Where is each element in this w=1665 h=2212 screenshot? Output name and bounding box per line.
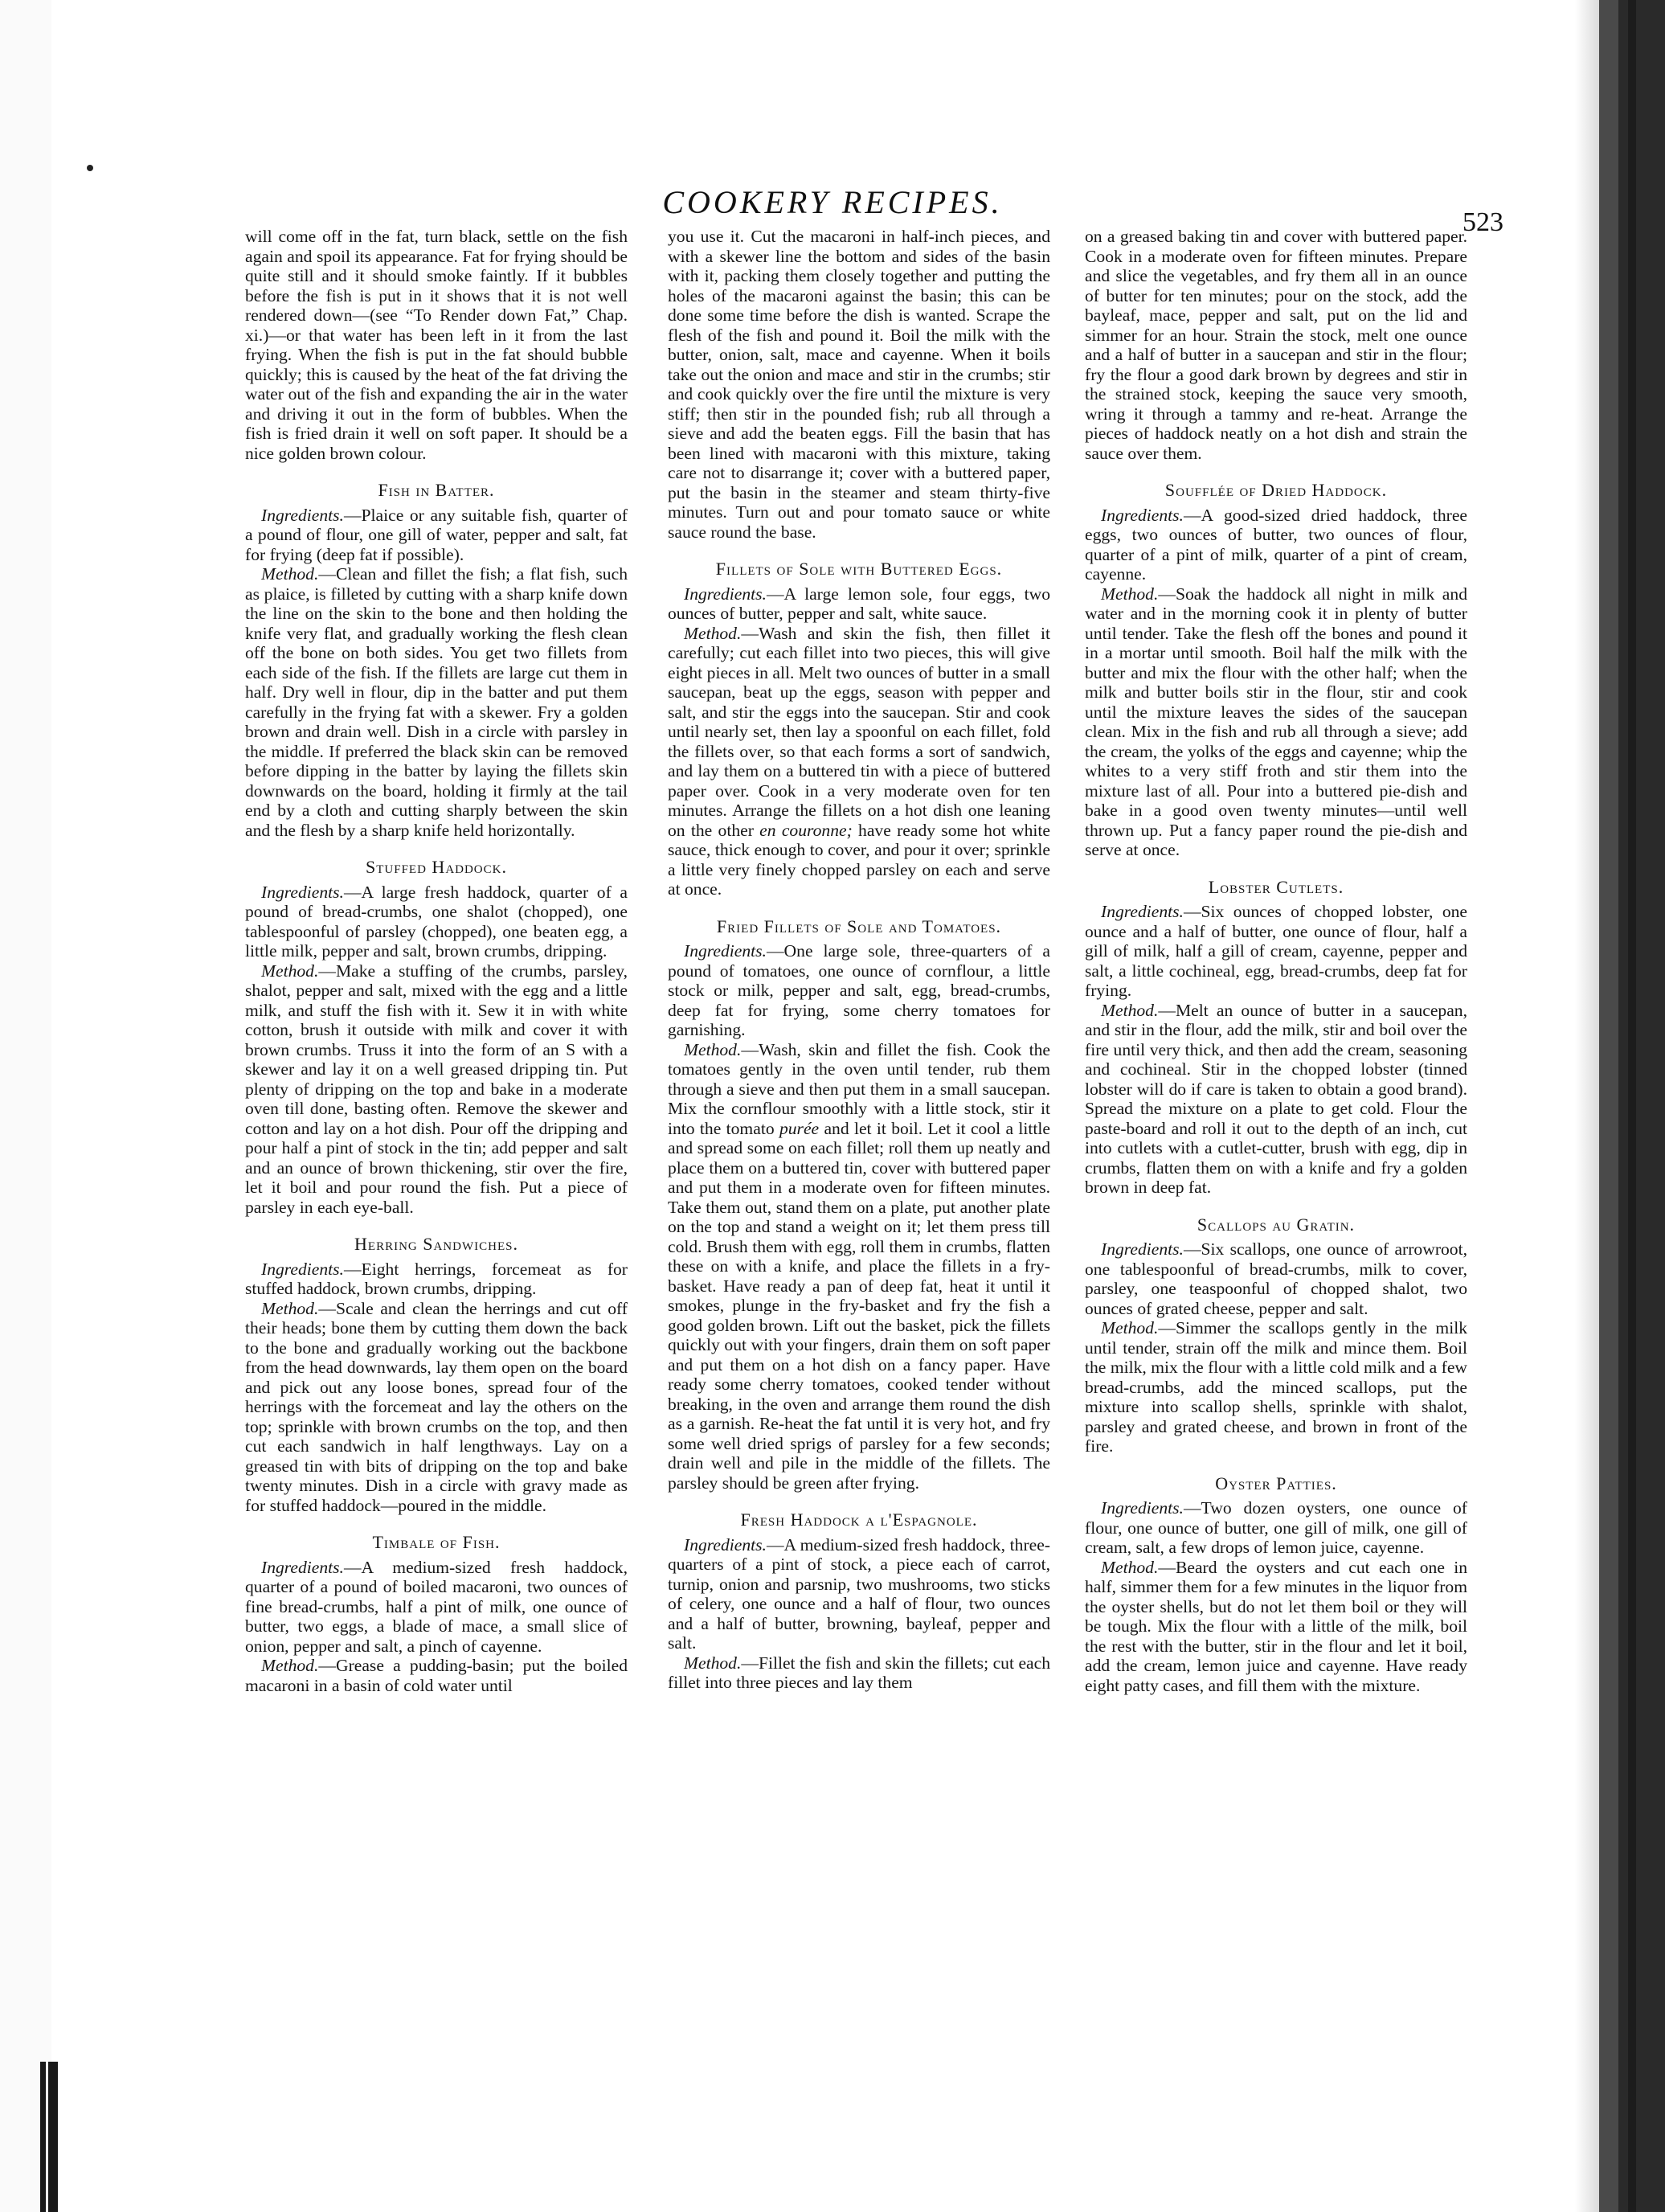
paragraph (1085, 584, 1467, 860)
paragraph (1085, 227, 1467, 463)
section-label: Ingredients. (684, 941, 767, 961)
section-label: Method. (261, 961, 319, 981)
recipe-heading: Stuffed Haddock. (366, 857, 507, 877)
italic-phrase: en couronne; (759, 820, 853, 840)
section-label: Method. (1101, 1557, 1159, 1577)
section-label: Method. (1101, 584, 1159, 604)
section-label: Method. (1101, 1000, 1159, 1020)
paragraph-text: will come off in the fat, turn black, settle on the fish again and spoil its appearance. Fat for frying should be quite still and it should smoke faintly. If it bubbles before the fish is put in it shows that it is not well rendered down—(see “To Render down Fat,” Chap. xi.)—or that water has been left in it from the last frying. When the fish is put in the fat should bubble quickly; this is caused by the heat of the fat driving the water out of the fish and expanding the air in the water and driving it out in the form of bubbles. When the fish is fried drain it well on soft paper. It should be a nice golden brown colour. (245, 227, 628, 463)
section-label: Method. (261, 564, 319, 584)
section-label: Ingredients. (261, 1259, 344, 1279)
recipe-heading: Timbale of Fish. (372, 1532, 501, 1552)
paragraph-text: —Six ounces of chopped lobster, one ounce and a half of butter, one ounce of flour, half a gill of milk, half a gill of cream, cayenne, pepper and salt, a little cochineal, egg, bread-crumbs, deep fat for frying. (1085, 902, 1467, 1000)
paragraph-text: —Wash, skin and fillet the fish. Cook the tomatoes gently in the oven until tender, rub them through a sieve and then put them in a small saucepan. Mix the cornflour smoothly with a little stock, stir it into the tomato (668, 1039, 1050, 1138)
page-fold-shadow (1575, 0, 1601, 2212)
paragraph (245, 1656, 628, 1695)
paragraph (1085, 902, 1467, 1001)
section-label: Ingredients. (1101, 505, 1184, 525)
running-head: COOKERY RECIPES. (662, 184, 1003, 220)
paragraph (668, 941, 1050, 1040)
paragraph-text: —Make a stuffing of the crumbs, parsley, shalot, pepper and salt, mixed with the egg and a little milk, and stuff the fish with it. Sew it in with white cotton, brush it outside with milk and cover it with brown crumbs. Truss it into the form of an S with a skewer and lay it on a well greased dripping tin. Put plenty of dripping on the top and bake in a moderate oven till done, basting often. Remove the skewer and cotton and lay on a hot dish. Pour off the dripping and pour half a pint of stock in the tin; add pepper and salt and an ounce of brown thickening, stir over the fire, let it boil and pour round the fish. Put a piece of parsley in each eye-ball. (245, 961, 628, 1217)
paragraph (245, 1299, 628, 1516)
section-label: Method. (684, 1653, 742, 1673)
book-edge (1599, 0, 1665, 2212)
paragraph (668, 1535, 1050, 1653)
paragraph-text: —A large fresh haddock, quarter of a pound of bread-crumbs, one shalot (chopped), one tablespoonful of parsley (chopped), one beaten egg, a little milk, pepper and salt, brown crumbs, dripping. (245, 882, 628, 961)
paragraph-text: —A good-sized dried haddock, three eggs, two ounces of butter, two ounces of flour, quarter of a pint of milk, quarter of a pint of cream, cayenne. (1085, 505, 1467, 584)
recipe-heading: Lobster Cutlets. (1208, 876, 1344, 897)
section-label: Ingredients. (261, 1557, 344, 1577)
section-label: Ingredients. (684, 1534, 767, 1555)
paragraph (245, 564, 628, 840)
paragraph (245, 506, 628, 565)
paragraph (668, 1653, 1050, 1693)
paragraph (245, 1558, 628, 1657)
paragraph-text: —Beard the oysters and cut each one in half, simmer them for a few minutes in the liquor from the oyster shells, but do not let them boil or they will be tough. Mix the flour with a little of the milk, boil the rest with the butter, stir in the flour and let it boil, add the cream, lemon juice and cayenne. Have ready eight patty cases, and fill them with the mixture. (1085, 1557, 1467, 1695)
recipe-heading: Soufflée of Dried Haddock. (1164, 480, 1388, 500)
gutter-dot (87, 165, 93, 171)
paragraph-text: —Six scallops, one ounce of arrowroot, one tablespoonful of bread-crumbs, milk to cover, parsley, one teaspoonful of chopped shalot, two ounces of grated cheese, pepper and salt. (1085, 1239, 1467, 1318)
paragraph-text: —Clean and fillet the fish; a flat fish, such as plaice, is filleted by cutting with a sharp knife down the line on the skin to the bone and then holding the knife very flat, and gradually working the flesh clean off the bone on both sides. You get two fillets from each side of the fish. If the fillets are large cut them in half. Dry well in flour, dip in the batter and put them carefully in the frying fat with a skewer. Fry a golden brown and drain well. Dish in a circle with parsley in the middle. If preferred the black skin can be removed before dipping in the batter by laying the fillets skin downwards on the board, holding it firmly at the tail end by a cloth and cutting sharply between the skin and the flesh by a sharp knife held horizontally. (245, 564, 628, 840)
paragraph (1085, 1239, 1467, 1318)
paragraph (1085, 1318, 1467, 1456)
recipe-heading: Fresh Haddock a l'Espagnole. (740, 1509, 978, 1530)
section-label: Ingredients. (261, 505, 344, 525)
paragraph-text: —Fillet the fish and skin the fillets; cut each fillet into three pieces and lay them (668, 1653, 1050, 1692)
italic-phrase: purée (779, 1118, 820, 1138)
paragraph-text: —One large sole, three-quarters of a pound of tomatoes, one ounce of cornflour, a little stock or milk, pepper and salt, egg, bread-crumbs, deep fat for frying, some cherry tomatoes for garnishing. (668, 941, 1050, 1039)
section-label: Method. (684, 1039, 742, 1059)
section-label: Method. (261, 1298, 319, 1318)
recipe-heading: Oyster Patties. (1215, 1473, 1337, 1493)
recipe-heading: Herring Sandwiches. (354, 1234, 518, 1254)
recipe-heading: Scallops au Gratin. (1197, 1214, 1356, 1235)
paragraph (1085, 1558, 1467, 1696)
section-label: Ingredients. (684, 584, 767, 604)
paragraph-text: —Soak the haddock all night in milk and water and in the morning cook it in plenty of butter until tender. Take the flesh off the bones and pound it in a mortar until smooth. Boil half the milk with the butter and mix the flour with the other half; when the milk and butter boils stir in the flour, stir and cook until the mixture leaves the sides of the saucepan clean. Mix in the fish and rub all through a sieve; add the cream, the yolks of the eggs and cayenne; whip the whites to a very stiff froth and stir them into the mixture last of all. Pour into a buttered pie-dish and bake in a good oven twenty minutes—until well thrown up. Put a fancy paper round the pie-dish and serve at once. (1085, 584, 1467, 859)
paragraph (245, 227, 628, 463)
paragraph (668, 584, 1050, 624)
section-label: Ingredients. (1101, 1239, 1184, 1259)
paragraph-text: —Grease a pudding-basin; put the boiled macaroni in a basin of cold water until (245, 1656, 628, 1695)
paragraph (1085, 506, 1467, 584)
paragraph-text-continued: have ready some hot white sauce, thick enough to cover, and pour it over; sprinkle a little very finely chopped parsley on each and serve at once. (668, 820, 1050, 899)
paragraph (668, 624, 1050, 899)
binding-edge (40, 2062, 58, 2212)
paragraph (668, 1040, 1050, 1493)
paragraph (245, 961, 628, 1218)
paragraph-text: —Plaice or any suitable fish, quarter of a pound of flour, one gill of water, pepper and salt, fat for frying (deep fat if possible). (245, 505, 628, 564)
recipe-heading: Fillets of Sole with Buttered Eggs. (715, 559, 1003, 579)
paragraph-text: —A medium-sized fresh haddock, quarter of a pound of boiled macaroni, two ounces of fine bread-crumbs, half a pint of milk, one ounce of butter, two eggs, a blade of mace, a small slice of onion, pepper and salt, a pinch of cayenne. (245, 1557, 628, 1656)
section-label: Ingredients. (1101, 902, 1184, 921)
paragraph-text: —Wash and skin the fish, then fillet it carefully; cut each fillet into two pieces, this will give eight pieces in all. Melt two ounces of butter in a small saucepan, beat up the eggs, season with pepper and salt, and stir the eggs into the saucepan. Stir and cook until nearly set, then lay a spoonful on each fillet, fold the fillets over, so that each forms a sort of sandwich, and lay them on a buttered tin with a piece of buttered paper over. Cook in a very moderate oven for ten minutes. Arrange the fillets on a hot dish one leaning on the other (668, 623, 1050, 840)
recipe-heading: Fish in Batter. (378, 480, 495, 500)
paragraph (245, 883, 628, 961)
section-label: Method. (1101, 1318, 1159, 1337)
paragraph-text: —Scale and clean the herrings and cut off their heads; bone them by cutting them down the back to the bone and gradually working out the backbone from the head downwards, lay them open on the board and pick out any loose bones, spread four of the herrings with the forcemeat and lay the others on the top; sprinkle with brown crumbs on the top, and then cut each sandwich in half lengthways. Lay on a greased tin with bits of dripping on the top and bake twenty minutes. Dish in a circle with gravy made as for stuffed haddock—poured in the middle. (245, 1298, 628, 1515)
paragraph-text: —Simmer the scallops gently in the milk until tender, strain off the milk and mince them. Boil the milk, mix the flour with a little cold milk and a few bread-crumbs, add the minced scallops, put the mixture into scallop shells, sprinkle with shalot, parsley and grated cheese, and brown in front of the fire. (1085, 1318, 1467, 1456)
paragraph-text: you use it. Cut the macaroni in half-inch pieces, and with a skewer line the bottom and sides of the basin with it, packing them closely together and putting the holes of the macaroni against the basin; this can be done some time before the dish is wanted. Scrape the flesh of the fish and pound it. Boil the milk with the butter, onion, salt, mace and cayenne. When it boils take out the onion and mace and stir in the crumbs; stir and cook quickly over the fire until the mixture is very stiff; then stir in the pounded fish; rub all through a sieve and add the beaten eggs. Fill the basin that has been lined with macaroni with this mixture, taking care not to disarrange it; cover with a buttered paper, put the basin in the steamer and steam thirty-five minutes. Turn out and pour tomato sauce or white sauce round the base. (668, 227, 1050, 542)
paragraph-text: —A medium-sized fresh haddock, three-quarters of a pint of stock, a piece each of carrot, turnip, onion and parsnip, two mushrooms, two sticks of celery, one ounce and a half of flour, two ounces and a half of butter, browning, bayleaf, pepper and salt. (668, 1534, 1050, 1653)
text-column-1 (245, 227, 628, 2091)
section-label: Method. (261, 1656, 319, 1675)
recipe-heading: Fried Fillets of Sole and Tomatoes. (716, 916, 1002, 936)
page-left-margin (0, 0, 51, 2212)
paragraph-text: —Two dozen oysters, one ounce of flour, one ounce of butter, one gill of milk, one gill of cream, salt, a few drops of lemon juice, cayenne. (1085, 1498, 1467, 1557)
section-label: Ingredients. (1101, 1498, 1184, 1518)
paragraph-text: on a greased baking tin and cover with buttered paper. Cook in a moderate oven for fifteen minutes. Prepare and slice the vegetables, and fry them all in an ounce of butter for ten minutes; pour on the stock, add the bayleaf, mace, pepper and salt, put on the lid and simmer for an hour. Strain the stock, melt one ounce and a half of butter in a saucepan and stir in the flour; fry the flour a good dark brown by degrees and stir in the strained stock, keeping the sauce very smooth, wring it through a tammy and re-heat. Arrange the pieces of haddock neatly on a hot dish and strain the sauce over them. (1085, 227, 1467, 463)
paragraph-text: —Eight herrings, forcemeat as for stuffed haddock, brown crumbs, dripping. (245, 1259, 628, 1298)
paragraph (1085, 1001, 1467, 1198)
page-number: 523 (1462, 207, 1503, 237)
section-label: Ingredients. (261, 882, 344, 902)
text-column-3 (1085, 227, 1467, 2091)
paragraph (1085, 1498, 1467, 1558)
paragraph-text: —A large lemon sole, four eggs, two ounces of butter, pepper and salt, white sauce. (668, 584, 1050, 623)
paragraph (245, 1260, 628, 1299)
paragraph-text: —Melt an ounce of butter in a saucepan, and stir in the flour, add the milk, stir and boil over the fire until very thick, and then add the cream, seasoning and cochineal. Stir in the chopped lobster (tinned lobster will do if care is taken to obtain a good brand). Spread the mixture on a plate to get cold. Flour the paste-board and roll it out to the depth of an inch, cut into cutlets with a cutlet-cutter, brush with egg, dip in crumbs, flatten them on with a knife and fry a golden brown in deep fat. (1085, 1000, 1467, 1197)
text-column-2 (668, 227, 1050, 2091)
section-label: Method. (684, 623, 742, 643)
paragraph (668, 227, 1050, 542)
paragraph-text-continued: and let it boil. Let it cool a little and spread some on each fillet; roll them up neatly and place them on a buttered tin, cover with buttered paper and put them in a moderate oven for fifteen minutes. Take them out, stand them on a plate, put another plate on the top and stand a weight on it; let them press till cold. Brush them with egg, roll them in crumbs, flatten these on with a knife, and place the fillets in a fry-basket. Have ready a pan of deep fat, heat it until it smokes, plunge in the fry-basket and fry the fish a good golden brown. Lift out the basket, pick the fillets quickly out with your fingers, drain them on soft paper and put them on a hot dish on a fancy paper. Have ready some cherry tomatoes, cooked tender without breaking, in the oven and arrange them round the dish as a garnish. Re-heat the fat until it is very hot, and fry some well dried sprigs of parsley for a few seconds; drain well and pile in the middle of the fillets. The parsley should be green after frying. (668, 1118, 1050, 1493)
